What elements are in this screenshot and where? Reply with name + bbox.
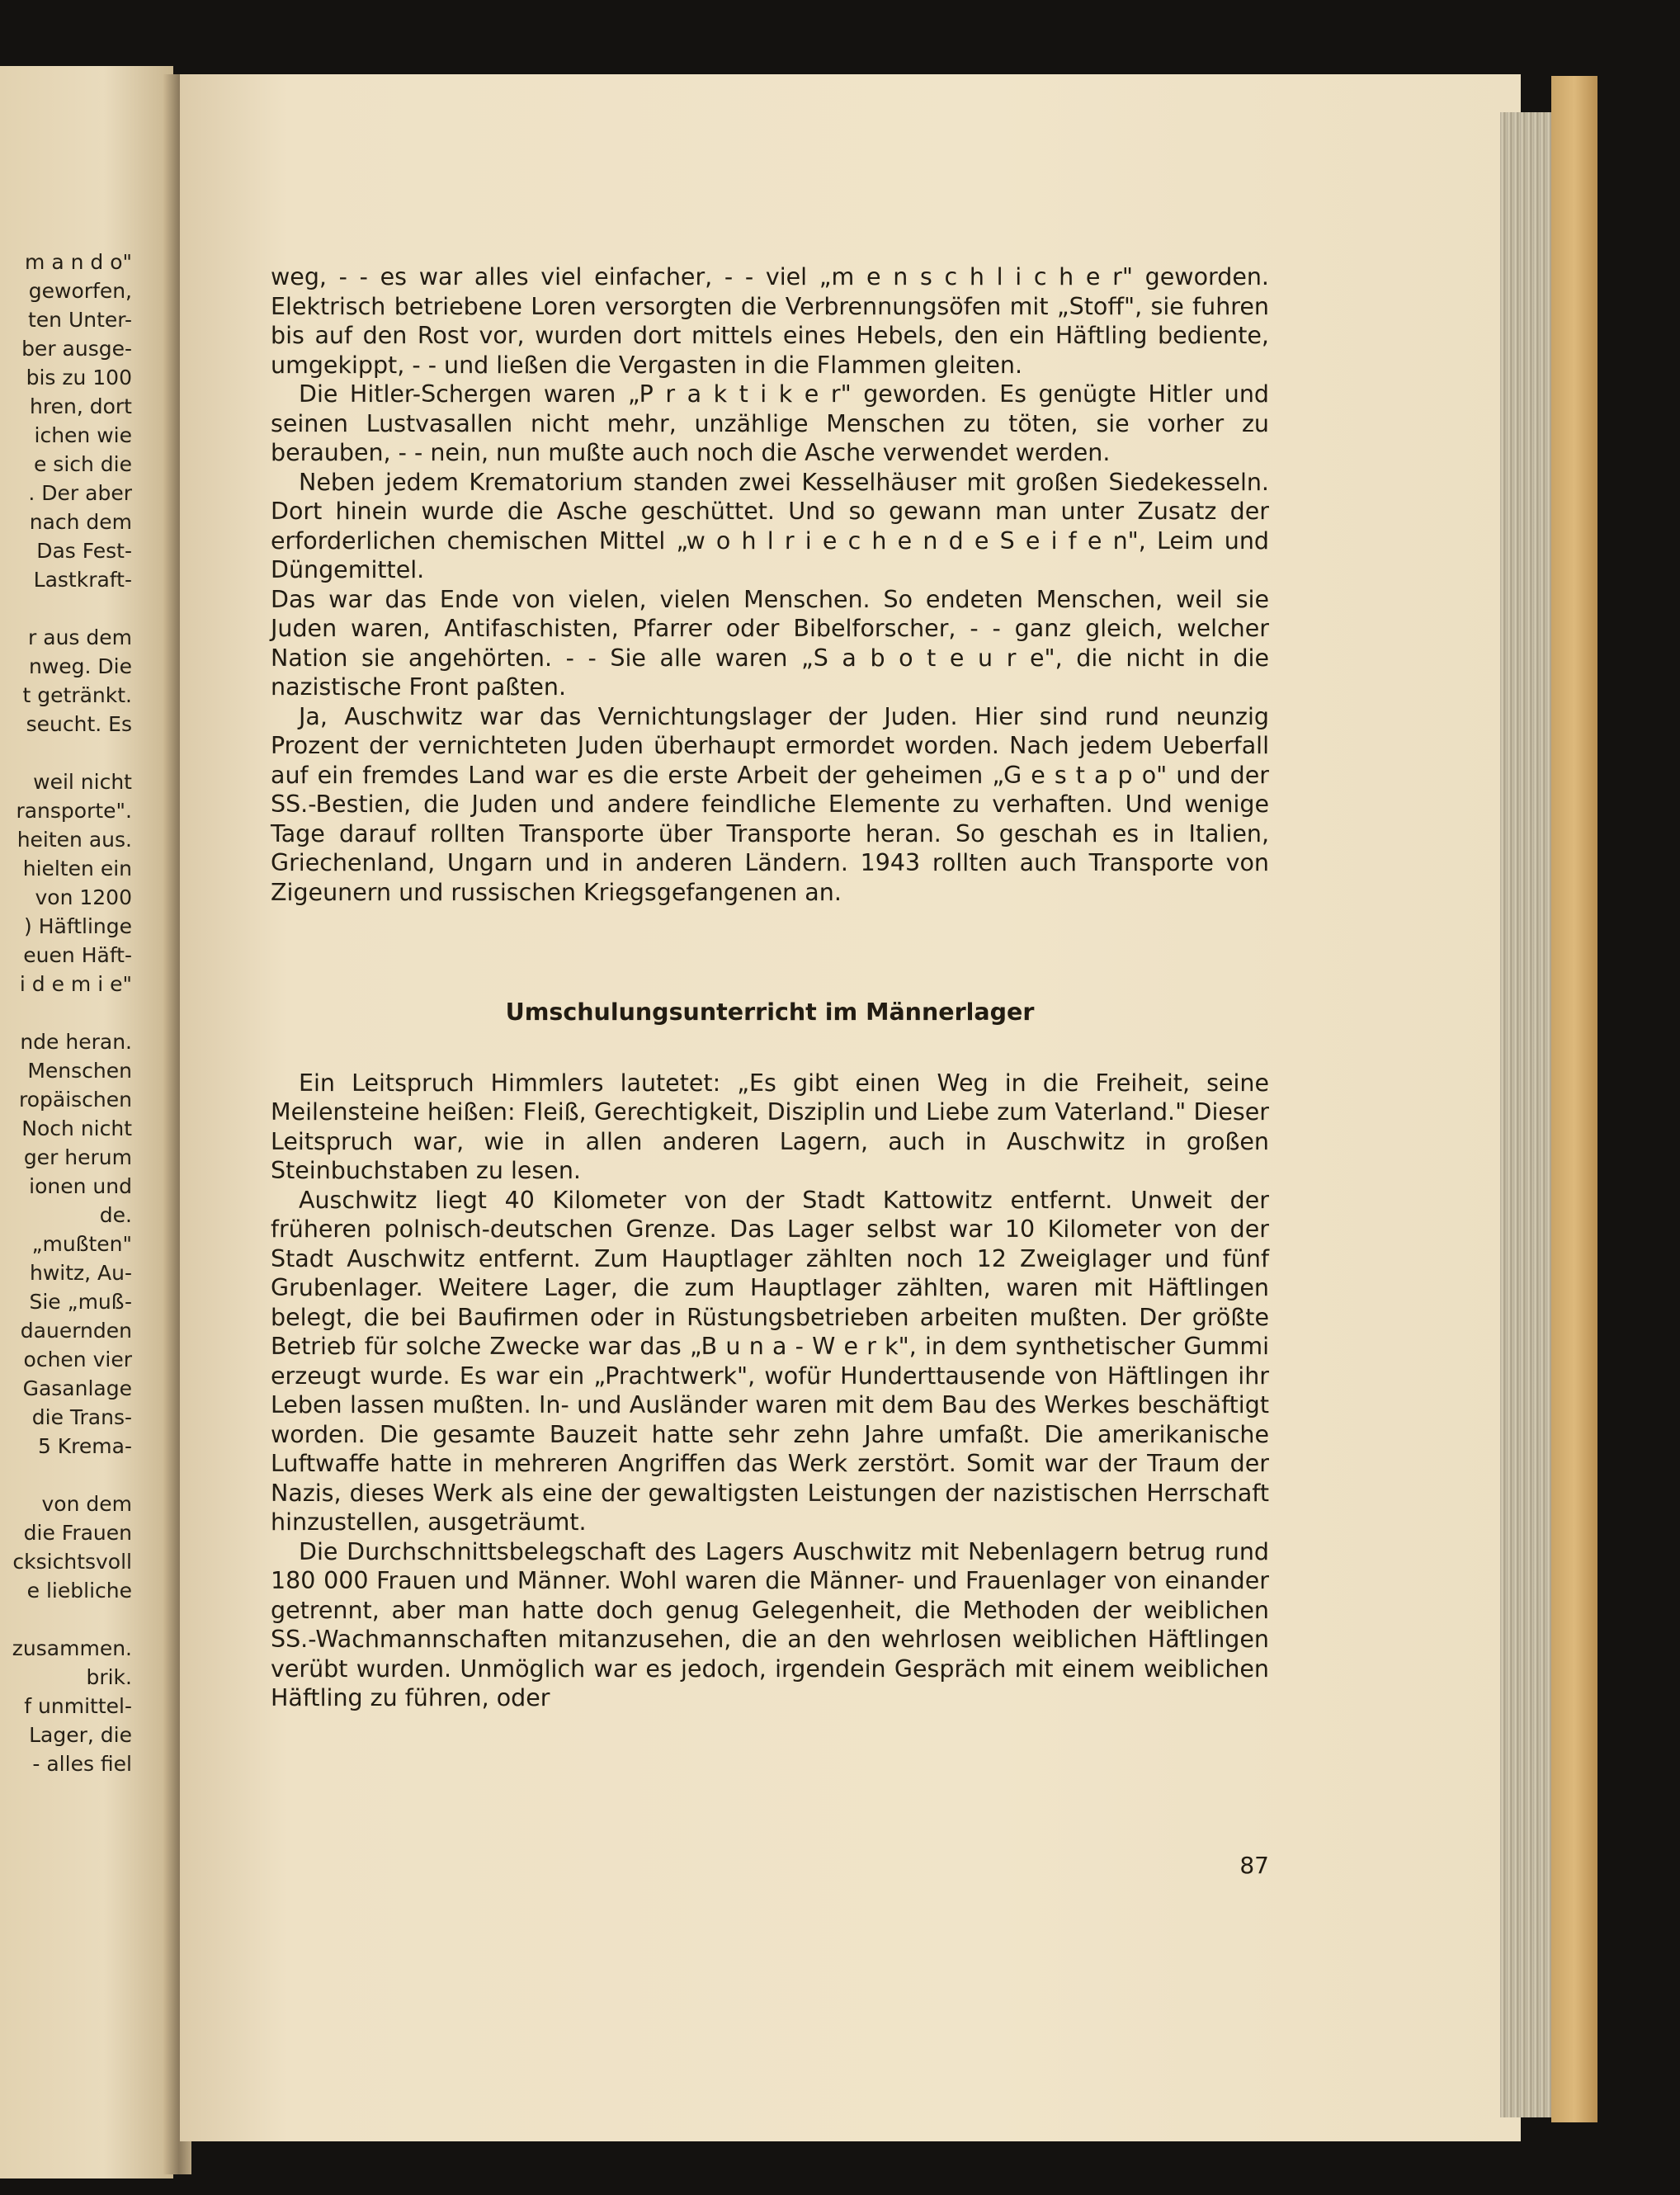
left-page-line: ochen vier — [23, 1348, 132, 1371]
paragraph: Ja, Auschwitz war das Vernichtungslager der Juden. Hier sind rund neunzig Prozent der vernichteten Juden überhaupt ermordet worden. Nach jedem Ueberfall auf ein fremdes Land war es die erste Arbeit der geheimen „G e s t a p o" und der SS.-Bestien, die Juden und andere feindliche Elemente zu verhaften. Und wenige Tage darauf rollten Transporte über Transporte heran. So geschah es in Italien, Griechenland, Ungarn und in anderen Ländern. 1943 rollten auch Transporte von Zigeunern und russischen Kriegsgefangenen an. — [271, 702, 1269, 906]
section-heading: Umschulungsunterricht im Männerlager — [505, 998, 1035, 1026]
paragraph: Das war das Ende von vielen, vielen Menschen. So endeten Menschen, weil sie Juden waren, Antifaschisten, Pfarrer oder Bibelforscher, - - ganz gleich, welcher Nation sie angehörten. - - Sie alle waren „S a b o t e u r e", die nicht in die nazistische Front paßten. — [271, 585, 1269, 701]
left-page-line: weil nicht — [33, 770, 132, 794]
left-page-line — [0, 998, 132, 1027]
left-page-line: cksichtsvoll — [12, 1550, 132, 1574]
left-page-line: bis zu 100 — [26, 366, 132, 389]
page-number: 87 — [1239, 1852, 1269, 1879]
left-page-line — [0, 594, 132, 623]
left-page-line: heiten aus. — [17, 828, 132, 852]
left-page-line — [0, 1605, 132, 1634]
paragraph: Die Durchschnittsbelegschaft des Lagers Auschwitz mit Nebenlagern betrug rund 180 000 Frauen und Männer. Wohl waren die Männer- und Frauenlager von einander getrennt, aber man hatte doch genug Gelegenheit, die Methoden der weiblichen SS.-Wachmannschaften mitanzusehen, die an den wehrlosen weiblichen Häftlingen verübt wurden. Unmöglich war es jedoch, irgendein Gespräch mit einem weiblichen Häftling zu führen, oder — [271, 1537, 1269, 1711]
left-page-line: nde heran. — [20, 1030, 132, 1054]
left-page-line: dauernden — [20, 1319, 132, 1343]
left-page-text-fragments — [0, 248, 132, 1778]
main-text-column — [271, 262, 1269, 1713]
left-page-line: Lager, die — [29, 1723, 132, 1747]
left-page-line: f unmittel- — [24, 1694, 132, 1718]
left-page-line: ionen und — [29, 1174, 132, 1198]
left-page-line: i d e m i e" — [19, 972, 132, 996]
left-page-line: ten Unter- — [27, 308, 132, 332]
left-page-line: Lastkraft- — [33, 568, 132, 592]
left-page-line: ) Häftlinge — [24, 914, 132, 938]
paragraph: Ein Leitspruch Himmlers lautetet: „Es gibt einen Weg in die Freiheit, seine Meilensteine heißen: Fleiß, Gerechtigkeit, Disziplin und Liebe zum Vaterland." Dieser Leitspruch war, wie in allen anderen Lagern, auch in Auschwitz in großen Steinbuchstaben zu lesen. — [271, 1069, 1269, 1184]
left-page-line: t getränkt. — [22, 683, 132, 707]
paragraph: Die Hitler-Schergen waren „P r a k t i k e r" geworden. Es genügte Hitler und seinen Lustvasallen nicht mehr, unzählige Menschen zu töten, sie vorher zu berauben, - - nein, nun mußte auch noch die Asche verwendet werden. — [271, 380, 1269, 466]
left-page-line: von dem — [41, 1492, 132, 1516]
left-page-line: . Der aber — [28, 481, 132, 505]
left-page-line: von 1200 — [35, 885, 132, 909]
left-page-line: Das Fest- — [36, 539, 132, 563]
left-page-line: Gasanlage — [22, 1376, 132, 1400]
left-page-line: hren, dort — [30, 394, 132, 418]
left-page-line — [0, 1461, 132, 1489]
left-page-line: e liebliche — [26, 1579, 132, 1603]
left-page-line: ichen wie — [34, 423, 132, 447]
paragraph: Auschwitz liegt 40 Kilometer von der Stadt Kattowitz entfernt. Unweit der früheren polnisch-deutschen Grenze. Das Lager selbst war 10 Kilometer von der Stadt Auschwitz entfernt. Zum Hauptlager zählten noch 12 Zweiglager und fünf Grubenlager. Weitere Lager, die zum Hauptlager zählten, waren mit Häftlingen belegt, die bei Baufirmen oder in Rüstungsbetrieben arbeiten mußten. Der größte Betrieb für solche Zwecke war das „B u n a - W e r k", in dem synthetischer Gummi erzeugt wurde. Es war ein „Prachtwerk", wofür Hunderttausende von Häftlingen ihr Leben lassen mußten. In- und Ausländer waren mit dem Bau des Werkes beschäftigt worden. Die gesamte Bauzeit hatte sehr zehn Jahre umfaßt. Die amerikanische Luftwaffe hatte in mehreren Angriffen das Werk zerstört. Somit war der Traum der Nazis, dieses Werk als eine der gewaltigsten Leistungen der nazistischen Herrschaft hinzustellen, ausgeträumt. — [271, 1186, 1269, 1536]
left-page-line: ropäischen — [19, 1088, 132, 1112]
left-page-line: euen Häft- — [23, 943, 132, 967]
left-page-line: brik. — [86, 1665, 132, 1689]
left-page-line: nweg. Die — [28, 654, 132, 678]
left-page-line: m a n d o" — [25, 250, 132, 274]
left-page-line: Noch nicht — [21, 1116, 132, 1140]
paragraph: Neben jedem Krematorium standen zwei Kesselhäuser mit großen Siedekesseln. Dort hinein wurde die Asche geschüttet. Und so gewann man unter Zusatz der erforderlichen chemischen Mittel „w o h l r i e c h e n d e S e i f e n", Leim und Düngemittel. — [271, 468, 1269, 583]
left-page-line: e sich die — [33, 452, 132, 476]
left-page-line: hwitz, Au- — [29, 1261, 132, 1285]
left-page-line: „mußten" — [31, 1232, 132, 1256]
left-page-line: seucht. Es — [26, 712, 132, 736]
left-page-line: Menschen — [27, 1059, 132, 1083]
paragraph: weg, - - es war alles viel einfacher, - - viel „m e n s c h l i c h e r" geworden. Elektrisch betriebene Loren versorgten die Verbrennungsöfen mit „Stoff", sie fuhren bis auf den Rost vor, wurden dort mittels eines Hebels, den ein Häftling bediente, umgekippt, - - und ließen die Vergasten in die Flammen gleiten. — [271, 263, 1269, 379]
left-page-line: Sie „muß- — [29, 1290, 132, 1314]
left-page-line: de. — [99, 1203, 132, 1227]
left-page-line: zusammen. — [12, 1636, 132, 1660]
left-page-line — [0, 739, 132, 767]
left-page-line: die Frauen — [23, 1521, 132, 1545]
book-cover-edge — [1551, 76, 1597, 2122]
left-page-line: ger herum — [23, 1145, 132, 1169]
left-page-line: - alles fiel — [32, 1752, 132, 1776]
left-page-line: ransporte". — [16, 799, 132, 823]
left-page-line: hielten ein — [22, 857, 132, 880]
left-page-line: geworfen, — [28, 279, 132, 303]
left-page-line: ber ausge- — [21, 337, 132, 361]
left-page-line: die Trans- — [31, 1405, 132, 1429]
left-page-line: 5 Krema- — [37, 1434, 132, 1458]
left-page-line: r aus dem — [28, 625, 132, 649]
left-page-line: nach dem — [29, 510, 132, 534]
